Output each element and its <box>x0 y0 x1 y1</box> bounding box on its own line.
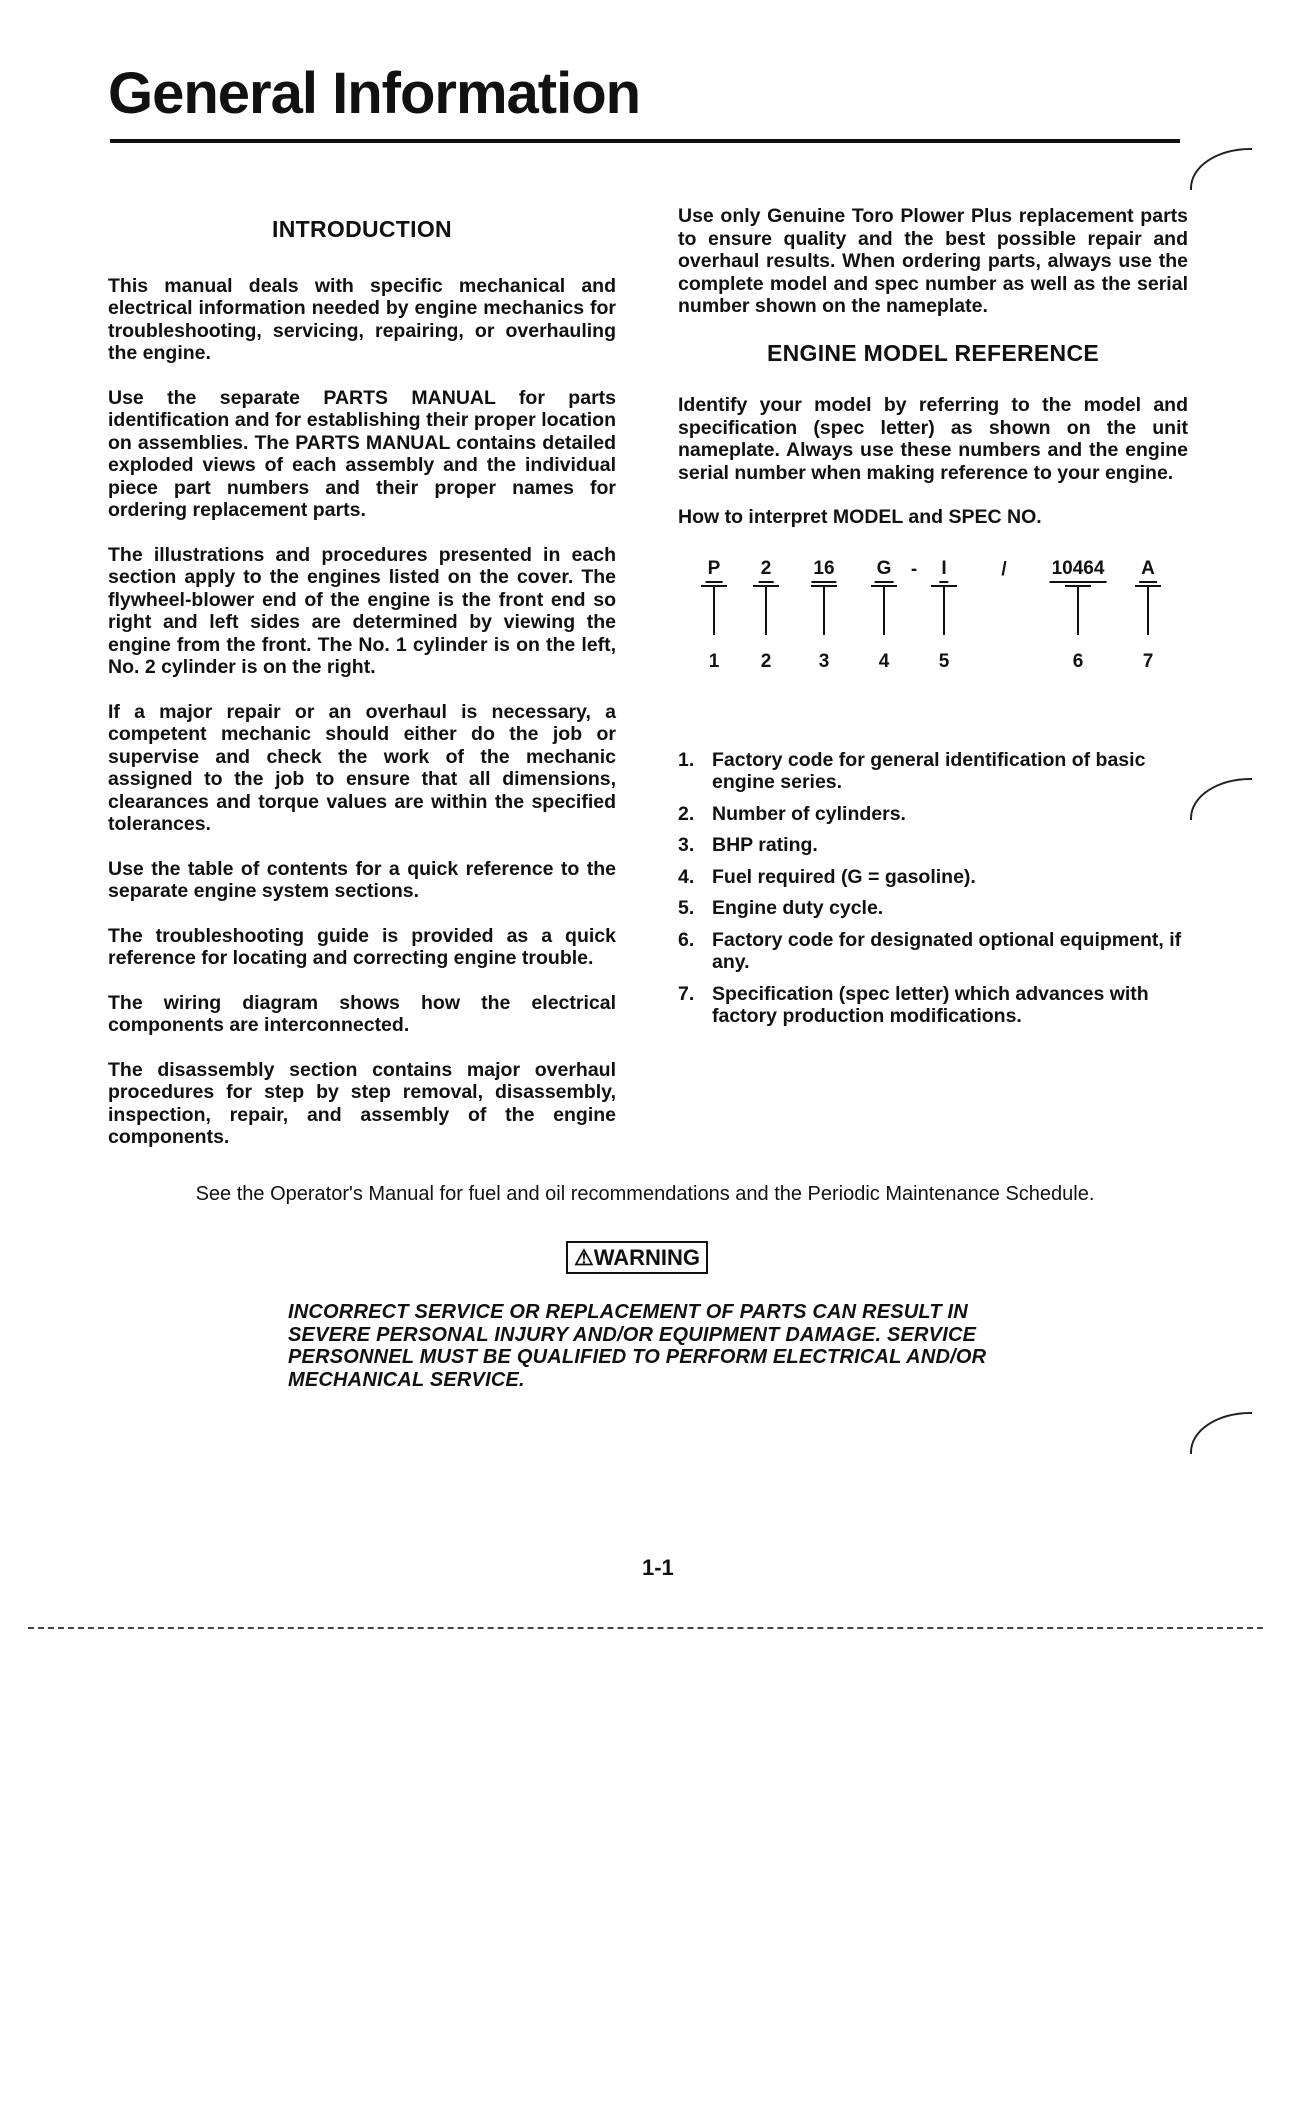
punch-hole-mark-bottom <box>1190 1412 1252 1454</box>
intro-paragraph-2: Use the separate PARTS MANUAL for parts identification and for establishing their proper location on assemblies. The PARTS MANUAL contains detailed exploded views of each assembly and the individual piece part numbers and their proper names for ordering replacement parts. <box>108 386 616 521</box>
code-part-7: A <box>1139 559 1157 583</box>
code-number-1: 1 <box>708 650 720 672</box>
t-marker-1 <box>701 585 727 635</box>
t-marker-4 <box>871 585 897 635</box>
t-marker-6 <box>1065 585 1091 635</box>
code-part-1: P <box>706 559 723 583</box>
intro-paragraph-3: The illustrations and procedures presented in each section apply to the engines listed on the cover. The flywheel-blower end of the engine is the front end so right and left sides are determined by viewing the engine from the front. The No. 1 cylinder is on the left, No. 2 cylinder is on the right. <box>108 543 616 678</box>
t-marker-5 <box>931 585 957 635</box>
model-code-diagram <box>678 559 1188 679</box>
intro-paragraph-5: Use the table of contents for a quick reference to the separate engine system sections. <box>108 857 616 902</box>
code-number-5: 5 <box>938 650 950 672</box>
code-separator-dash: - <box>910 558 918 580</box>
genuine-parts-paragraph: Use only Genuine Toro Plower Plus replacement parts to ensure quality and the best possible repair and overhaul results. When ordering parts, always use the complete model and spec number as well as the serial number shown on the nameplate. <box>678 205 1188 317</box>
warning-label: ⚠WARNING <box>566 1241 708 1274</box>
title-rule <box>110 139 1180 143</box>
legend-item: 5. Engine duty cycle. <box>678 897 884 919</box>
bottom-rule <box>28 1627 1263 1629</box>
t-marker-3 <box>811 585 837 635</box>
intro-paragraph-1: This manual deals with specific mechanical and electrical information needed by engine mechanics for troubleshooting, servicing, repairing, or overhauling the engine. <box>108 274 616 364</box>
page-title: General Information <box>108 61 641 126</box>
legend-item: 7. Specification (spec letter) which advances with factory production modifications. <box>678 982 1149 1027</box>
warning-text: INCORRECT SERVICE OR REPLACEMENT OF PARTS CAN RESULT IN SEVERE PERSONAL INJURY AND/OR EQUIPMENT DAMAGE. SERVICE PERSONNEL MUST BE QUALIFIED TO PERFORM ELECTRICAL AND/OR MECHANICAL SERVICE. <box>288 1301 987 1391</box>
intro-paragraph-8: The disassembly section contains major overhaul procedures for step by step removal, disassembly, inspection, repair, and assembly of the engine components. <box>108 1058 616 1148</box>
right-column <box>678 205 1188 1037</box>
code-part-5: I <box>939 559 948 583</box>
punch-hole-mark-top <box>1190 148 1252 190</box>
t-marker-7 <box>1135 585 1161 635</box>
code-part-4: G <box>875 559 894 583</box>
left-column <box>108 210 616 1171</box>
intro-paragraph-6: The troubleshooting guide is provided as a quick reference for locating and correcting engine trouble. <box>108 924 616 969</box>
legend-item: 6. Factory code for designated optional equipment, if any. <box>678 928 1182 973</box>
punch-hole-mark-middle <box>1190 778 1252 820</box>
t-marker-2 <box>753 585 779 635</box>
intro-paragraph-4: If a major repair or an overhaul is necessary, a competent mechanic should either do the job or supervise and check the work of the mechanic assigned to the job to ensure that all dimensions, clearances and torque values are within the specified tolerances. <box>108 700 616 835</box>
code-part-3: 16 <box>811 559 836 583</box>
code-separator-slash: / <box>1001 558 1007 580</box>
code-number-4: 4 <box>878 650 890 672</box>
model-reference-paragraph-1: Identify your model by referring to the model and specification (spec letter) as shown on the unit nameplate. Always use these numbers and the engine serial number when making reference to your engine. <box>678 394 1188 484</box>
legend-item: 1. Factory code for general identification of basic engine series. <box>678 748 1146 793</box>
engine-model-reference-heading: ENGINE MODEL REFERENCE <box>766 339 1100 366</box>
introduction-heading: INTRODUCTION <box>272 216 452 242</box>
page-number: 1-1 <box>642 1555 674 1580</box>
legend-item: 4. Fuel required (G = gasoline). <box>678 865 976 888</box>
intro-paragraph-7: The wiring diagram shows how the electrical components are interconnected. <box>108 991 616 1036</box>
legend-item: 2. Number of cylinders. <box>678 802 906 825</box>
code-number-6: 6 <box>1072 650 1084 672</box>
code-part-6: 10464 <box>1050 559 1107 583</box>
code-number-2: 2 <box>760 650 772 672</box>
code-part-2: 2 <box>759 559 774 583</box>
code-number-3: 3 <box>818 650 830 672</box>
model-reference-paragraph-2: How to interpret MODEL and SPEC NO. <box>678 506 1042 528</box>
model-code-legend <box>678 749 1188 1028</box>
legend-item: 3. BHP rating. <box>678 834 818 856</box>
operators-manual-note: See the Operator's Manual for fuel and oil recommendations and the Periodic Maintenance Schedule. <box>195 1183 1095 1205</box>
code-number-7: 7 <box>1142 650 1154 672</box>
